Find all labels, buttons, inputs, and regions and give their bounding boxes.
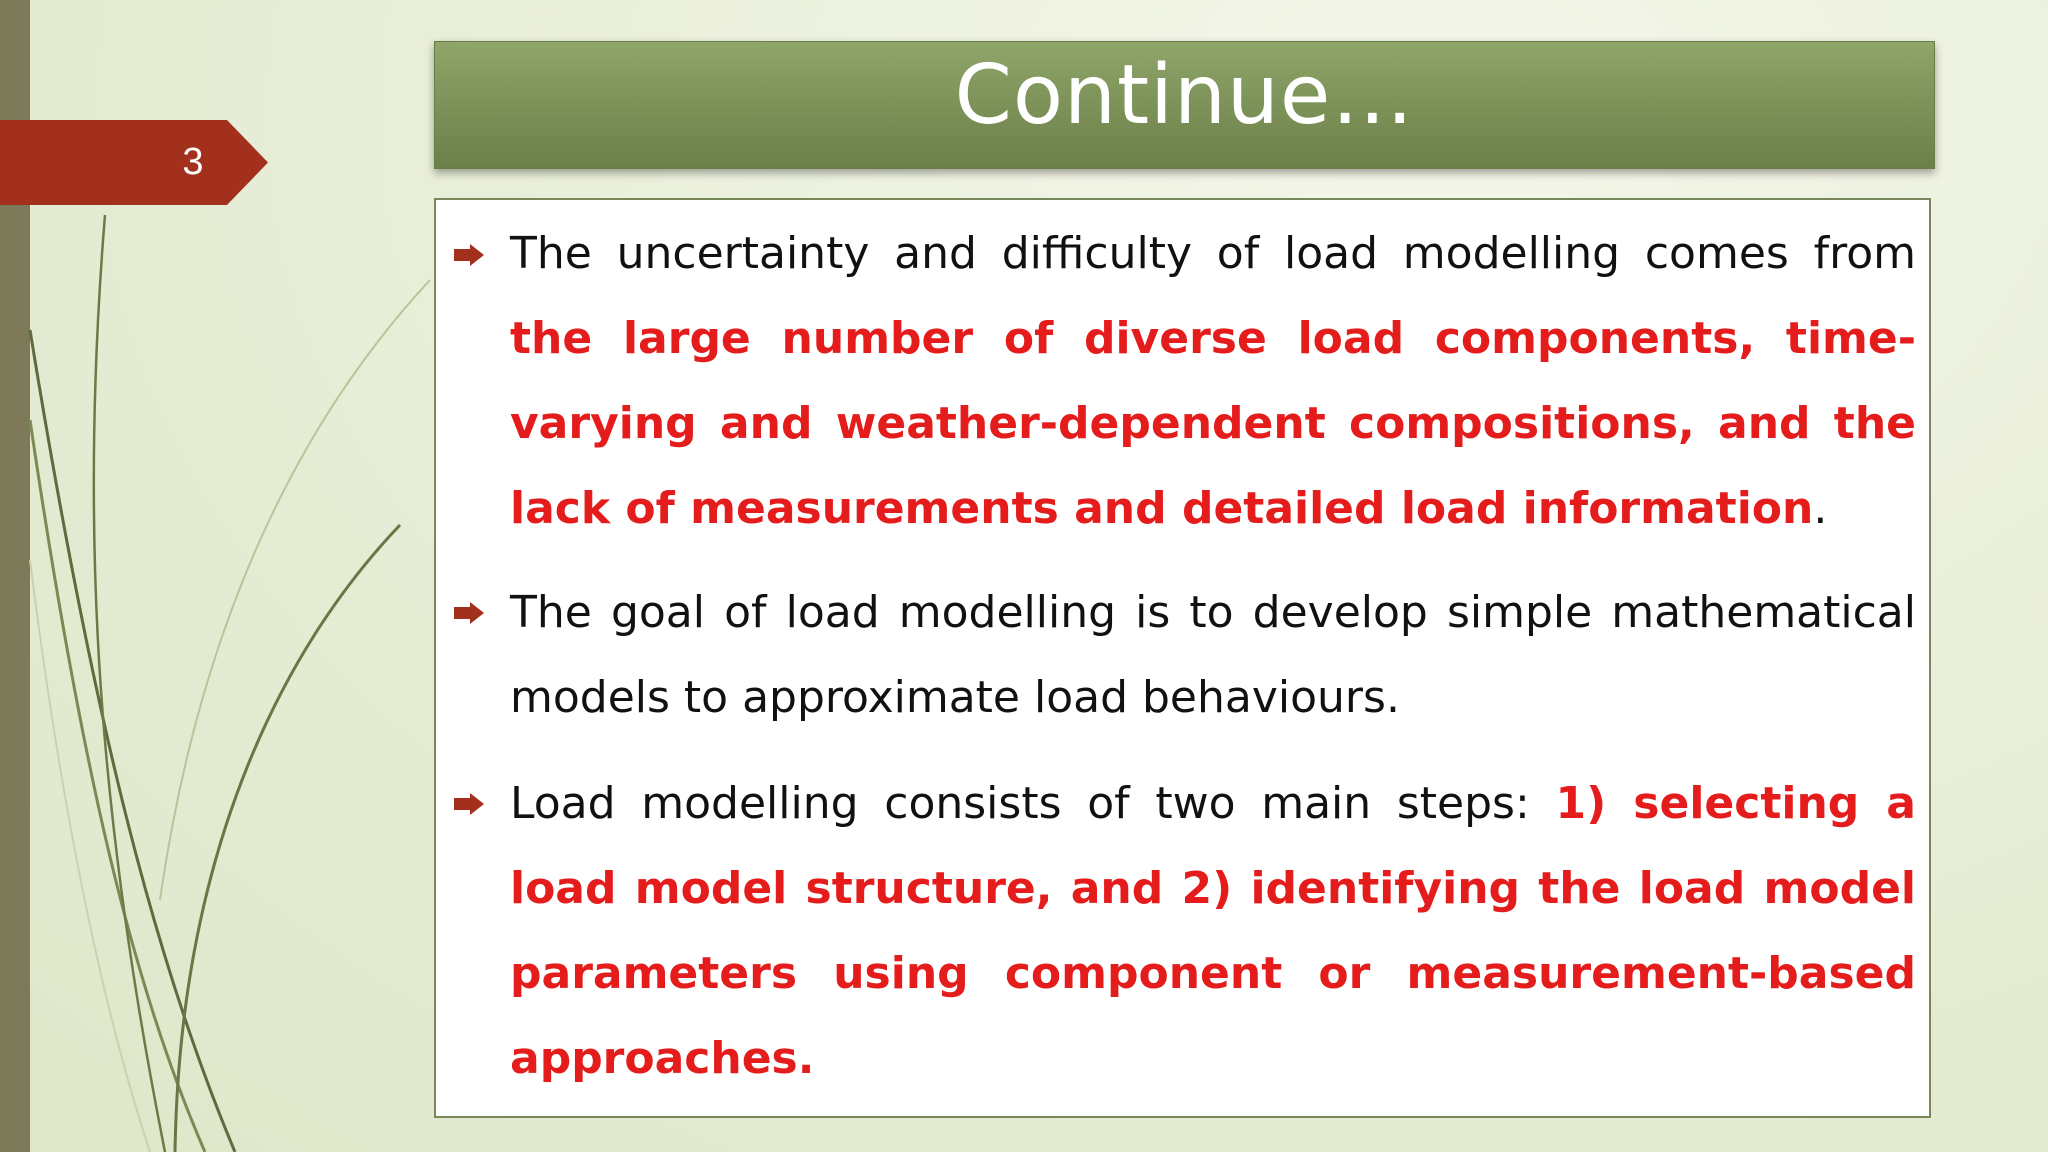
slide-title: Continue… <box>954 48 1415 143</box>
arrow-bullet-icon <box>454 602 484 624</box>
bullet-1-text <box>510 211 1916 551</box>
bullet-3-plain: Load modelling consists of two main steps: <box>510 778 1556 829</box>
bullet-2-plain: The goal of load modelling is to develop simple mathematical models to approximate load behaviours. <box>510 587 1916 723</box>
slide-number-tab <box>0 120 268 205</box>
title-banner <box>434 41 1935 169</box>
bullet-2-text <box>510 570 1916 740</box>
bullet-1-plain: The uncertainty and difficulty of load modelling comes from <box>510 228 1916 279</box>
arrow-bullet-icon <box>454 793 484 815</box>
slide-number: 3 <box>182 141 204 183</box>
content-box <box>434 198 1931 1118</box>
bullet-3-text <box>510 761 1916 1101</box>
bullet-1-highlight: the large number of diverse load components, time-varying and weather-dependent compositions, and the lack of measurements and detailed load information <box>510 313 1916 534</box>
bullet-1-period: . <box>1813 483 1828 534</box>
arrow-bullet-icon <box>454 244 484 266</box>
bullet-3-highlight: 1) selecting a load model structure, and 2) identifying the load model parameters using component or measurement-based approaches. <box>510 778 1916 1084</box>
